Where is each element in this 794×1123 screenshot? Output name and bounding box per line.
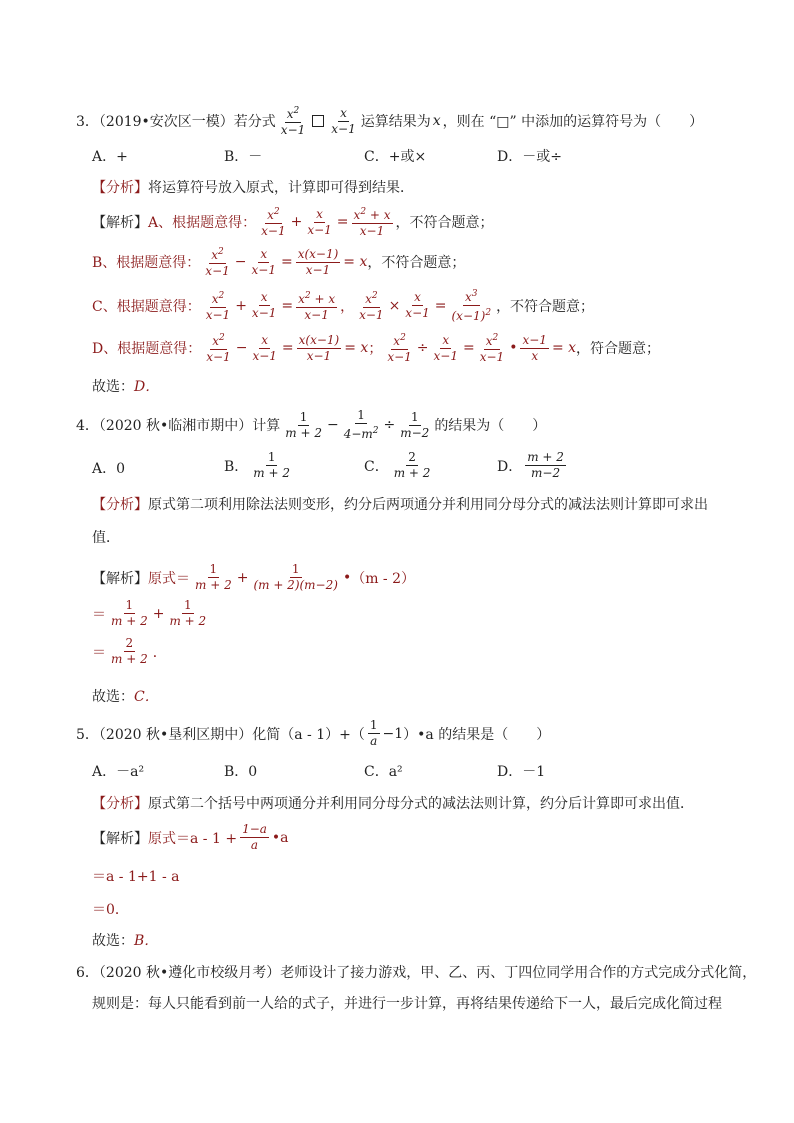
q5-option-d: D．－1 [497,764,546,780]
q4-analysis-text-1: 原式第二项利用除法法则变形，约分后两项通分并利用同分母分式的减法法则计算即可求出 [148,497,708,513]
q4-stem-prefix: 4．（2020 秋•临湘市期中）计算 [76,418,281,434]
q5-stem: 5．（2020 秋•垦利区期中）化简（a - 1）+（ $\frac{1}{a}$ −1 ）•a 的结果是（ ） [76,718,551,748]
q5-analysis-text: 原式第二个括号中两项通分并利用同分母分式的减法法则计算，约分后计算即可求出值． [148,796,694,812]
q3-solution-b: B、根据题意得： $\frac{x^2}{x-1}$ − $\frac{x}{x-1}$ = $\frac{x(x-1)}{x-1}$ = x ，不符合题意； [92,246,466,278]
q4-option-c: C． $\frac{2}{m + 2}$ [364,450,431,480]
q3-line-c-end: ，不符合题意； [496,298,595,315]
q5-solution-3: ＝0． [92,902,129,918]
q3-stem-var: x [432,113,441,129]
q5-analysis [92,793,694,813]
q3-answer [92,376,159,396]
q5-solution-tag: 【解析】 [92,830,148,847]
q3-option-b: B．－ [224,149,263,165]
q4-answer-label: 故选： [92,689,134,705]
q6-stem-1: 6．（2020 秋•遵化市校级月考）老师设计了接力游戏，甲、乙、丙、丁四位同学用合作的方式完成分式化简， [76,965,757,981]
q4-sol-1-tail: （m - 2） [351,570,416,587]
q4-option-a: A．0 [92,461,126,477]
q5-solution-1: 【解析】 原式＝a - 1 + $\frac{1-a}{a}$ •a [92,822,289,852]
q3-line-d-label: D、根据题意得： [92,341,202,357]
q4-option-b-label: B． [224,458,249,475]
q4-stem: 4．（2020 秋•临湘市期中）计算 $\frac{1}{m + 2}$ − $\frac{1}{4-m^2}$ ÷ $\frac{1}{m-2}$ 的结果为（ ） [76,408,547,441]
q4-sol-2-label: ＝ [92,606,106,623]
q3-frac-2: $\frac{x}{x-1}$ [331,105,356,136]
q4-analysis-tag: 【分析】 [92,497,148,513]
q3-analysis-text: 将运算符号放入原式，计算即可得到结果． [148,180,414,196]
q4-sol-3-label: ＝ [92,644,106,661]
q3-option-a: A．+ [92,149,128,165]
q3-option-d: D．－或÷ [497,149,562,165]
q4-answer [92,686,159,706]
q5-option-b: B．0 [224,764,258,780]
q3-frac-1: $\frac{x^2}{x-1}$ [280,106,306,137]
q4-solution-1: 【解析】 原式＝ $\frac{1}{m + 2}$ + $\frac{1}{(m + 2)(m-2)}$ • （m - 2） [92,562,416,592]
q5-sol-1-label: 原式＝a - 1 + [148,830,238,847]
q5-answer-value: B． [134,933,159,949]
q5-option-a: A．－a² [92,764,145,780]
q4-option-b: B． $\frac{1}{m + 2}$ [224,450,290,480]
q3-stem-prefix: 3．（2019•安次区一模）若分式 [76,114,276,130]
q3-analysis [92,177,414,197]
q3-stem [76,104,703,138]
q4-answer-value: C． [134,689,159,705]
q3-answer-label: 故选： [92,379,134,395]
q4-solution-2: ＝ $\frac{1}{m + 2}$ + $\frac{1}{m + 2}$ [92,598,207,628]
q4-analysis-text-2: 值． [92,530,120,546]
q3-line-b-end: ，不符合题意； [367,255,466,271]
q3-option-c: C．+或× [364,149,427,165]
q3-line-a-label: A、根据题意得： [148,215,257,231]
q5-answer [92,930,158,950]
q4-solution-3: ＝ $\frac{2}{m + 2}$ ． [92,636,167,666]
q5-sol-1-tail: •a [271,829,289,846]
q3-analysis-tag: 【分析】 [92,180,148,196]
q3-solution-a: 【解析】 A、根据题意得： $\frac{x^2}{x-1}$ + $\frac{x}{x-1}$ = $\frac{x^2 + x}{x-1}$ ，不符合题意； [92,206,494,238]
q5-stem-prefix: 5．（2020 秋•垦利区期中）化简（a - 1）+（ [76,726,365,743]
q4-option-c-label: C． [364,458,389,475]
q3-line-d-end: ，符合题意； [576,341,661,357]
q3-solution-tag: 【解析】 [92,215,148,231]
q3-line-b-label: B、根据题意得： [92,255,201,271]
q3-stem-end: ，则在 “□” 中添加的运算符号为（ ） [442,114,704,130]
q4-stem-suffix: 的结果为（ ） [434,418,547,434]
q5-answer-label: 故选： [92,933,134,949]
q4-analysis [92,494,708,514]
q5-stem-suffix: ）•a 的结果是（ ） [403,726,551,743]
q3-line-a-end: ，不符合题意； [395,215,494,231]
q5-analysis-tag: 【分析】 [92,796,148,812]
q3-stem-suffix: 运算结果为 [360,114,431,130]
q3-solution-d: D、根据题意得： $\frac{x^2}{x-1}$ − $\frac{x}{x-1}$ = $\frac{x(x-1)}{x-1}$ = x ； $\frac{x^2}{x-1}$ ÷ $\frac{x}{x-1}$ = $\frac{x^2}{x-1}$ • $\frac{x-1}{x}$ = x ，符合题意； [92,332,661,364]
q6-stem-2: 规则是：每人只能看到前一人给的式子，并进行一步计算，再将结果传递给下一人，最后完成化简过程 [92,996,722,1012]
q5-option-c: C．a² [364,764,403,780]
q3-blank-box [312,115,324,127]
q4-sol-1-label: 原式＝ [148,570,190,587]
q3-solution-c: C、根据题意得： $\frac{x^2}{x-1}$ + $\frac{x}{x-1}$ = $\frac{x^2 + x}{x-1}$ ， $\frac{x^2}{x-1}$ × $\frac{x}{x-1}$ = $\frac{x^3}{(x-1)^2}$ ，不符合题意； [92,289,595,323]
q4-solution-tag: 【解析】 [92,570,148,587]
q3-answer-value: D． [134,379,160,395]
q5-solution-2: ＝a - 1+1 - a [92,869,180,885]
q4-option-d: D． $\frac{m + 2}{m-2}$ [497,450,564,480]
q4-option-d-label: D． [497,458,523,475]
q3-line-c-label: C、根据题意得： [92,298,201,315]
